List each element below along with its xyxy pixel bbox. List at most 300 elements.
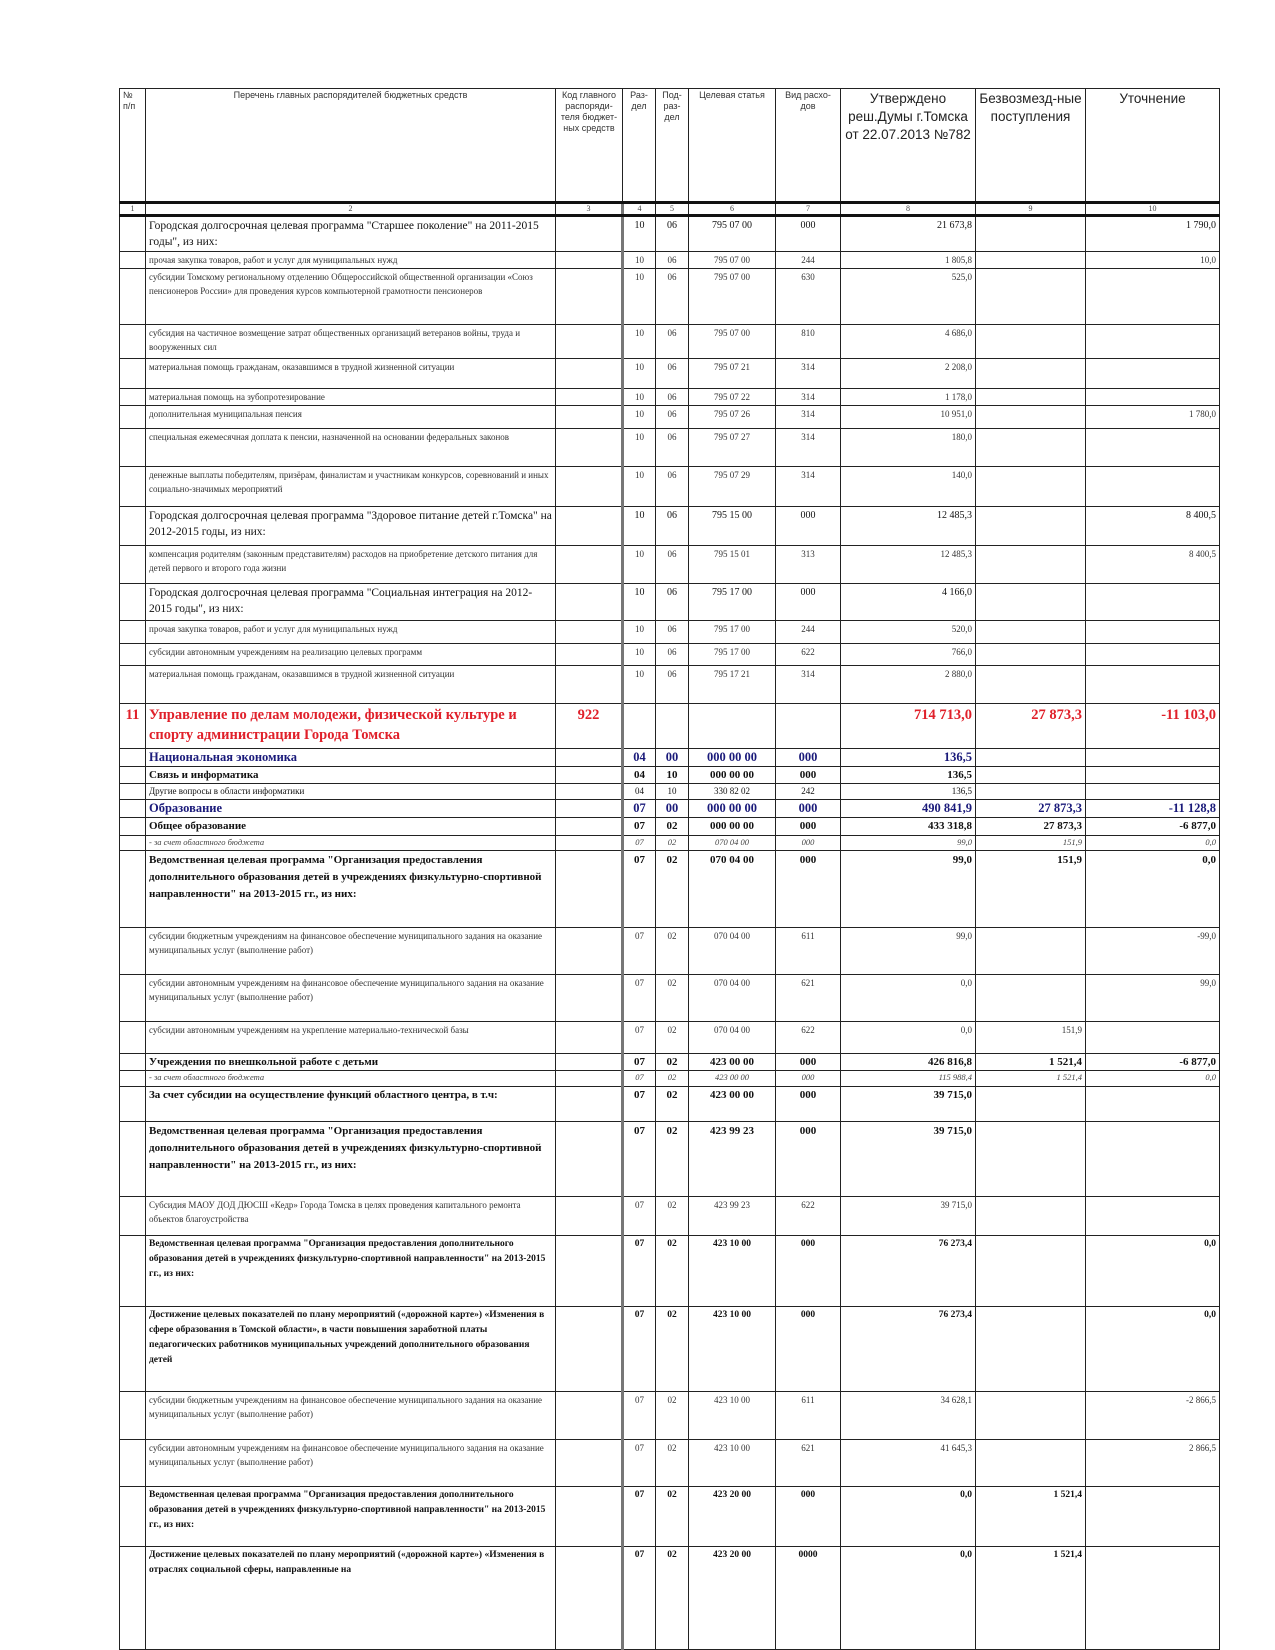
row-adjustment (1086, 1022, 1220, 1054)
row-adjustment: -2 866,5 (1086, 1392, 1220, 1440)
row-podrazdel: 00 (656, 800, 689, 818)
row-approved: 4 166,0 (841, 584, 976, 621)
row-razdel: 07 (623, 1392, 656, 1440)
row-podrazdel: 06 (656, 507, 689, 546)
row-razdel: 10 (623, 325, 656, 359)
row-razdel: 07 (623, 1547, 656, 1650)
row-adjustment (1086, 1547, 1220, 1650)
row-podrazdel: 02 (656, 851, 689, 928)
table-row (120, 1071, 1220, 1087)
row-adjustment: -99,0 (1086, 928, 1220, 975)
row-adjustment: 0,0 (1086, 1071, 1220, 1087)
table-row (120, 704, 1220, 749)
row-podrazdel: 06 (656, 252, 689, 269)
row-code (556, 800, 623, 818)
row-approved: 39 715,0 (841, 1087, 976, 1122)
row-podrazdel: 06 (656, 389, 689, 406)
row-number (120, 1071, 146, 1087)
row-target-article: 423 20 00 (689, 1487, 776, 1547)
row-podrazdel: 02 (656, 1197, 689, 1236)
row-number (120, 1054, 146, 1071)
table-row (120, 269, 1220, 325)
row-number (120, 389, 146, 406)
row-grants (976, 216, 1086, 252)
row-razdel: 07 (623, 1487, 656, 1547)
row-razdel: 07 (623, 1307, 656, 1392)
row-adjustment (1086, 784, 1220, 800)
row-adjustment (1086, 359, 1220, 389)
row-name: Ведомственная целевая программа "Организация предоставления дополнительного образования детей в учреждениях физкультурно-спортивной направленности" на 2013-2015 гг., из них: (146, 1487, 556, 1547)
row-podrazdel: 06 (656, 359, 689, 389)
row-adjustment (1086, 666, 1220, 704)
row-adjustment (1086, 584, 1220, 621)
row-grants (976, 1087, 1086, 1122)
header-code: Код главного распоряди-теля бюджет-ных средств (556, 89, 623, 203)
row-grants (976, 467, 1086, 507)
row-grants (976, 1440, 1086, 1487)
row-grants (976, 252, 1086, 269)
row-name: Общее образование (146, 818, 556, 836)
row-approved: 136,5 (841, 749, 976, 767)
row-approved: 12 485,3 (841, 507, 976, 546)
row-podrazdel: 10 (656, 784, 689, 800)
row-target-article: 423 10 00 (689, 1236, 776, 1307)
row-grants: 1 521,4 (976, 1054, 1086, 1071)
column-number: 7 (776, 203, 841, 216)
row-approved: 99,0 (841, 851, 976, 928)
row-number (120, 429, 146, 467)
row-target-article: 070 04 00 (689, 836, 776, 851)
row-number (120, 975, 146, 1022)
row-expense-type: 622 (776, 1022, 841, 1054)
header-razdel: Раз-дел (623, 89, 656, 203)
column-number: 6 (689, 203, 776, 216)
row-podrazdel: 02 (656, 975, 689, 1022)
row-grants: 151,9 (976, 851, 1086, 928)
row-code (556, 928, 623, 975)
row-grants: 1 521,4 (976, 1547, 1086, 1650)
row-target-article: 795 17 21 (689, 666, 776, 704)
row-approved: 2 208,0 (841, 359, 976, 389)
row-expense-type: 810 (776, 325, 841, 359)
row-code (556, 467, 623, 507)
row-number (120, 1122, 146, 1197)
row-adjustment: 0,0 (1086, 836, 1220, 851)
row-adjustment (1086, 644, 1220, 666)
row-name: Ведомственная целевая программа "Организация предоставления дополнительного образования детей в учреждениях физкультурно-спортивной направленности" на 2013-2015 гг., из них: (146, 851, 556, 928)
row-approved: 525,0 (841, 269, 976, 325)
row-expense-type: 000 (776, 1487, 841, 1547)
row-podrazdel: 06 (656, 584, 689, 621)
row-code (556, 584, 623, 621)
row-approved: 21 673,8 (841, 216, 976, 252)
row-razdel: 10 (623, 359, 656, 389)
row-grants: 27 873,3 (976, 800, 1086, 818)
table-row (120, 851, 1220, 928)
row-approved: 115 988,4 (841, 1071, 976, 1087)
row-podrazdel: 06 (656, 269, 689, 325)
row-adjustment: 0,0 (1086, 1236, 1220, 1307)
row-razdel: 10 (623, 644, 656, 666)
row-razdel: 07 (623, 1071, 656, 1087)
row-podrazdel: 02 (656, 1307, 689, 1392)
column-number-row (120, 203, 1220, 216)
header-expense-type: Вид расхо-дов (776, 89, 841, 203)
row-grants (976, 1197, 1086, 1236)
row-name: специальная ежемесячная доплата к пенсии, назначенной на основании федеральных законов (146, 429, 556, 467)
row-grants (976, 928, 1086, 975)
row-expense-type: 000 (776, 1122, 841, 1197)
row-adjustment: -11 128,8 (1086, 800, 1220, 818)
row-number (120, 644, 146, 666)
row-podrazdel: 10 (656, 767, 689, 784)
row-name: Образование (146, 800, 556, 818)
row-approved: 99,0 (841, 928, 976, 975)
row-podrazdel: 02 (656, 836, 689, 851)
row-number (120, 1197, 146, 1236)
row-expense-type: 000 (776, 749, 841, 767)
row-name: прочая закупка товаров, работ и услуг для муниципальных нужд (146, 621, 556, 644)
table-row (120, 1022, 1220, 1054)
row-target-article: 070 04 00 (689, 928, 776, 975)
row-code (556, 1022, 623, 1054)
row-target-article: 070 04 00 (689, 1022, 776, 1054)
row-target-article: 423 10 00 (689, 1392, 776, 1440)
row-grants (976, 975, 1086, 1022)
row-podrazdel: 02 (656, 1547, 689, 1650)
row-name: Учреждения по внешкольной работе с детьми (146, 1054, 556, 1071)
row-target-article: 070 04 00 (689, 851, 776, 928)
budget-table (119, 88, 1220, 1650)
header-row (120, 89, 1220, 203)
row-target-article: 000 00 00 (689, 800, 776, 818)
row-expense-type: 000 (776, 584, 841, 621)
row-grants (976, 507, 1086, 546)
row-expense-type: 000 (776, 851, 841, 928)
row-approved: 136,5 (841, 767, 976, 784)
row-razdel: 07 (623, 975, 656, 1022)
table-row (120, 1307, 1220, 1392)
row-approved: 426 816,8 (841, 1054, 976, 1071)
row-expense-type: 314 (776, 429, 841, 467)
table-row (120, 836, 1220, 851)
row-target-article: 423 10 00 (689, 1440, 776, 1487)
table-row (120, 784, 1220, 800)
row-number (120, 621, 146, 644)
row-name: прочая закупка товаров, работ и услуг для муниципальных нужд (146, 252, 556, 269)
row-grants (976, 767, 1086, 784)
table-row (120, 359, 1220, 389)
row-code (556, 325, 623, 359)
row-expense-type: 313 (776, 546, 841, 584)
row-approved: 34 628,1 (841, 1392, 976, 1440)
row-code (556, 1440, 623, 1487)
row-expense-type: 622 (776, 1197, 841, 1236)
row-razdel: 07 (623, 1087, 656, 1122)
row-code (556, 818, 623, 836)
row-approved: 0,0 (841, 1547, 976, 1650)
row-grants: 151,9 (976, 1022, 1086, 1054)
row-approved: 76 273,4 (841, 1236, 976, 1307)
row-number (120, 767, 146, 784)
row-approved: 10 951,0 (841, 406, 976, 429)
row-number (120, 1392, 146, 1440)
row-expense-type: 000 (776, 800, 841, 818)
row-expense-type: 000 (776, 767, 841, 784)
row-grants (976, 389, 1086, 406)
row-adjustment: 0,0 (1086, 1307, 1220, 1392)
row-adjustment (1086, 269, 1220, 325)
row-code (556, 216, 623, 252)
row-target-article: 795 07 22 (689, 389, 776, 406)
row-expense-type: 000 (776, 1236, 841, 1307)
row-target-article: 330 82 02 (689, 784, 776, 800)
row-adjustment (1086, 389, 1220, 406)
row-expense-type: 314 (776, 666, 841, 704)
column-number: 3 (556, 203, 623, 216)
row-approved: 1 805,8 (841, 252, 976, 269)
row-target-article: 795 17 00 (689, 621, 776, 644)
table-row (120, 507, 1220, 546)
row-name: дополнительная муниципальная пенсия (146, 406, 556, 429)
row-expense-type: 000 (776, 1054, 841, 1071)
row-razdel (623, 704, 656, 749)
row-target-article: 000 00 00 (689, 749, 776, 767)
row-approved: 12 485,3 (841, 546, 976, 584)
row-expense-type: 621 (776, 1440, 841, 1487)
row-target-article: 795 17 00 (689, 584, 776, 621)
row-name: материальная помощь гражданам, оказавшимся в трудной жизненной ситуации (146, 666, 556, 704)
row-name: субсидии бюджетным учреждениям на финансовое обеспечение муниципального задания на оказание муниципальных услуг (выполнение работ) (146, 928, 556, 975)
row-name: Управление по делам молодежи, физической культуре и спорту администрации Города Томска (146, 704, 556, 749)
row-razdel: 10 (623, 252, 656, 269)
table-row (120, 1197, 1220, 1236)
row-podrazdel: 02 (656, 818, 689, 836)
table-row (120, 666, 1220, 704)
table-row (120, 546, 1220, 584)
row-adjustment (1086, 429, 1220, 467)
row-number (120, 1236, 146, 1307)
row-number (120, 359, 146, 389)
row-expense-type: 000 (776, 818, 841, 836)
row-expense-type: 000 (776, 1087, 841, 1122)
row-name: денежные выплаты победителям, призёрам, финалистам и участникам конкурсов, соревнований и иных социально-значимых мероприятий (146, 467, 556, 507)
row-adjustment: 8 400,5 (1086, 507, 1220, 546)
row-podrazdel: 06 (656, 467, 689, 507)
row-approved: 39 715,0 (841, 1122, 976, 1197)
row-code (556, 1547, 623, 1650)
row-approved: 76 273,4 (841, 1307, 976, 1392)
row-target-article: 795 07 27 (689, 429, 776, 467)
table-row (120, 1392, 1220, 1440)
row-number (120, 1022, 146, 1054)
row-approved: 714 713,0 (841, 704, 976, 749)
row-adjustment (1086, 621, 1220, 644)
row-podrazdel: 02 (656, 1487, 689, 1547)
row-adjustment (1086, 1087, 1220, 1122)
row-name: Субсидия МАОУ ДОД ДЮСШ «Кедр» Города Томска в целях проведения капитального ремонта объектов благоустройства (146, 1197, 556, 1236)
row-podrazdel: 02 (656, 1122, 689, 1197)
row-expense-type: 000 (776, 1307, 841, 1392)
row-approved: 140,0 (841, 467, 976, 507)
row-adjustment: 8 400,5 (1086, 546, 1220, 584)
row-name: субсидии автономным учреждениям на укрепление материально-технической базы (146, 1022, 556, 1054)
row-approved: 0,0 (841, 1487, 976, 1547)
row-name: Ведомственная целевая программа "Организация предоставления дополнительного образования детей в учреждениях физкультурно-спортивной направленности" на 2013-2015 гг., из них: (146, 1236, 556, 1307)
row-target-article: 000 00 00 (689, 818, 776, 836)
row-name: субсидия на частичное возмещение затрат общественных организаций ветеранов войны, труда и вооруженных сил (146, 325, 556, 359)
row-adjustment (1086, 749, 1220, 767)
row-code (556, 666, 623, 704)
row-number (120, 216, 146, 252)
row-target-article: 795 07 21 (689, 359, 776, 389)
row-number (120, 800, 146, 818)
row-code (556, 1236, 623, 1307)
table-row (120, 1087, 1220, 1122)
row-number (120, 1440, 146, 1487)
row-razdel: 07 (623, 1054, 656, 1071)
row-name: Городская долгосрочная целевая программа "Старшее поколение" на 2011-2015 годы", из них: (146, 216, 556, 252)
row-adjustment (1086, 1197, 1220, 1236)
row-razdel: 04 (623, 749, 656, 767)
row-podrazdel: 06 (656, 621, 689, 644)
row-code (556, 975, 623, 1022)
row-target-article: 423 00 00 (689, 1054, 776, 1071)
table-row (120, 429, 1220, 467)
row-name: субсидии автономным учреждениям на финансовое обеспечение муниципального задания на оказание муниципальных услуг (выполнение работ) (146, 975, 556, 1022)
row-code (556, 1122, 623, 1197)
table-row (120, 818, 1220, 836)
row-number (120, 928, 146, 975)
row-approved: 0,0 (841, 975, 976, 1022)
table-row (120, 1547, 1220, 1650)
row-number: 11 (120, 704, 146, 749)
row-expense-type: 000 (776, 836, 841, 851)
table-row (120, 1487, 1220, 1547)
row-code (556, 1197, 623, 1236)
row-code (556, 406, 623, 429)
row-name: Достижение целевых показателей по плану мероприятий («дорожной карте») «Изменения в сфере образования в Томской области», в части повышения заработной платы педагогических работников муниципальных учреждений дополнительного образования детей (146, 1307, 556, 1392)
row-approved: 4 686,0 (841, 325, 976, 359)
row-grants (976, 406, 1086, 429)
row-razdel: 10 (623, 584, 656, 621)
row-grants: 151,9 (976, 836, 1086, 851)
row-code (556, 1071, 623, 1087)
column-number: 4 (623, 203, 656, 216)
row-podrazdel (656, 704, 689, 749)
table-row (120, 1440, 1220, 1487)
row-grants: 1 521,4 (976, 1071, 1086, 1087)
row-razdel: 07 (623, 1440, 656, 1487)
row-name: Городская долгосрочная целевая программа "Здоровое питание детей г.Томска" на 2012-2015 годы, из них: (146, 507, 556, 546)
row-podrazdel: 02 (656, 1071, 689, 1087)
row-razdel: 07 (623, 818, 656, 836)
row-grants (976, 429, 1086, 467)
row-razdel: 10 (623, 216, 656, 252)
row-expense-type: 244 (776, 621, 841, 644)
row-podrazdel: 06 (656, 406, 689, 429)
row-approved: 136,5 (841, 784, 976, 800)
header-adjustment: Уточнение (1086, 89, 1220, 203)
table-row (120, 621, 1220, 644)
row-code (556, 507, 623, 546)
row-target-article: 423 20 00 (689, 1547, 776, 1650)
column-number: 9 (976, 203, 1086, 216)
row-expense-type: 000 (776, 1071, 841, 1087)
row-podrazdel: 02 (656, 1054, 689, 1071)
row-code (556, 1392, 623, 1440)
row-number (120, 584, 146, 621)
row-adjustment: -11 103,0 (1086, 704, 1220, 749)
row-number (120, 1087, 146, 1122)
header-num: № п/п (120, 89, 146, 203)
row-razdel: 10 (623, 621, 656, 644)
row-razdel: 07 (623, 928, 656, 975)
row-target-article (689, 704, 776, 749)
row-podrazdel: 06 (656, 666, 689, 704)
row-podrazdel: 02 (656, 1236, 689, 1307)
row-number (120, 749, 146, 767)
header-approved: Утверждено реш.Думы г.Томска от 22.07.2013 №782 (841, 89, 976, 203)
row-name: материальная помощь на зубопротезирование (146, 389, 556, 406)
row-approved: 39 715,0 (841, 1197, 976, 1236)
row-grants (976, 749, 1086, 767)
row-grants (976, 1236, 1086, 1307)
row-number (120, 406, 146, 429)
row-adjustment: 0,0 (1086, 851, 1220, 928)
row-podrazdel: 02 (656, 928, 689, 975)
row-adjustment (1086, 467, 1220, 507)
row-grants (976, 269, 1086, 325)
row-adjustment: 2 866,5 (1086, 1440, 1220, 1487)
row-number (120, 784, 146, 800)
row-code: 922 (556, 704, 623, 749)
row-razdel: 10 (623, 269, 656, 325)
column-number: 10 (1086, 203, 1220, 216)
row-approved: 1 178,0 (841, 389, 976, 406)
table-row (120, 1054, 1220, 1071)
row-name: субсидии автономным учреждениям на реализацию целевых программ (146, 644, 556, 666)
row-razdel: 04 (623, 767, 656, 784)
row-adjustment: -6 877,0 (1086, 818, 1220, 836)
row-razdel: 07 (623, 1197, 656, 1236)
row-podrazdel: 06 (656, 429, 689, 467)
row-podrazdel: 06 (656, 644, 689, 666)
table-row (120, 406, 1220, 429)
row-target-article: 795 15 01 (689, 546, 776, 584)
row-code (556, 851, 623, 928)
row-grants (976, 644, 1086, 666)
row-razdel: 10 (623, 546, 656, 584)
row-expense-type: 242 (776, 784, 841, 800)
row-name: Национальная экономика (146, 749, 556, 767)
row-razdel: 10 (623, 406, 656, 429)
row-number (120, 546, 146, 584)
row-name: - за счет областного бюджета (146, 1071, 556, 1087)
row-target-article: 000 00 00 (689, 767, 776, 784)
header-target-article: Целевая статья (689, 89, 776, 203)
row-approved: 41 645,3 (841, 1440, 976, 1487)
row-grants (976, 359, 1086, 389)
row-number (120, 851, 146, 928)
column-number: 5 (656, 203, 689, 216)
row-grants (976, 621, 1086, 644)
row-grants: 27 873,3 (976, 818, 1086, 836)
row-target-article: 423 10 00 (689, 1307, 776, 1392)
row-grants (976, 666, 1086, 704)
row-grants (976, 546, 1086, 584)
row-target-article: 423 00 00 (689, 1087, 776, 1122)
